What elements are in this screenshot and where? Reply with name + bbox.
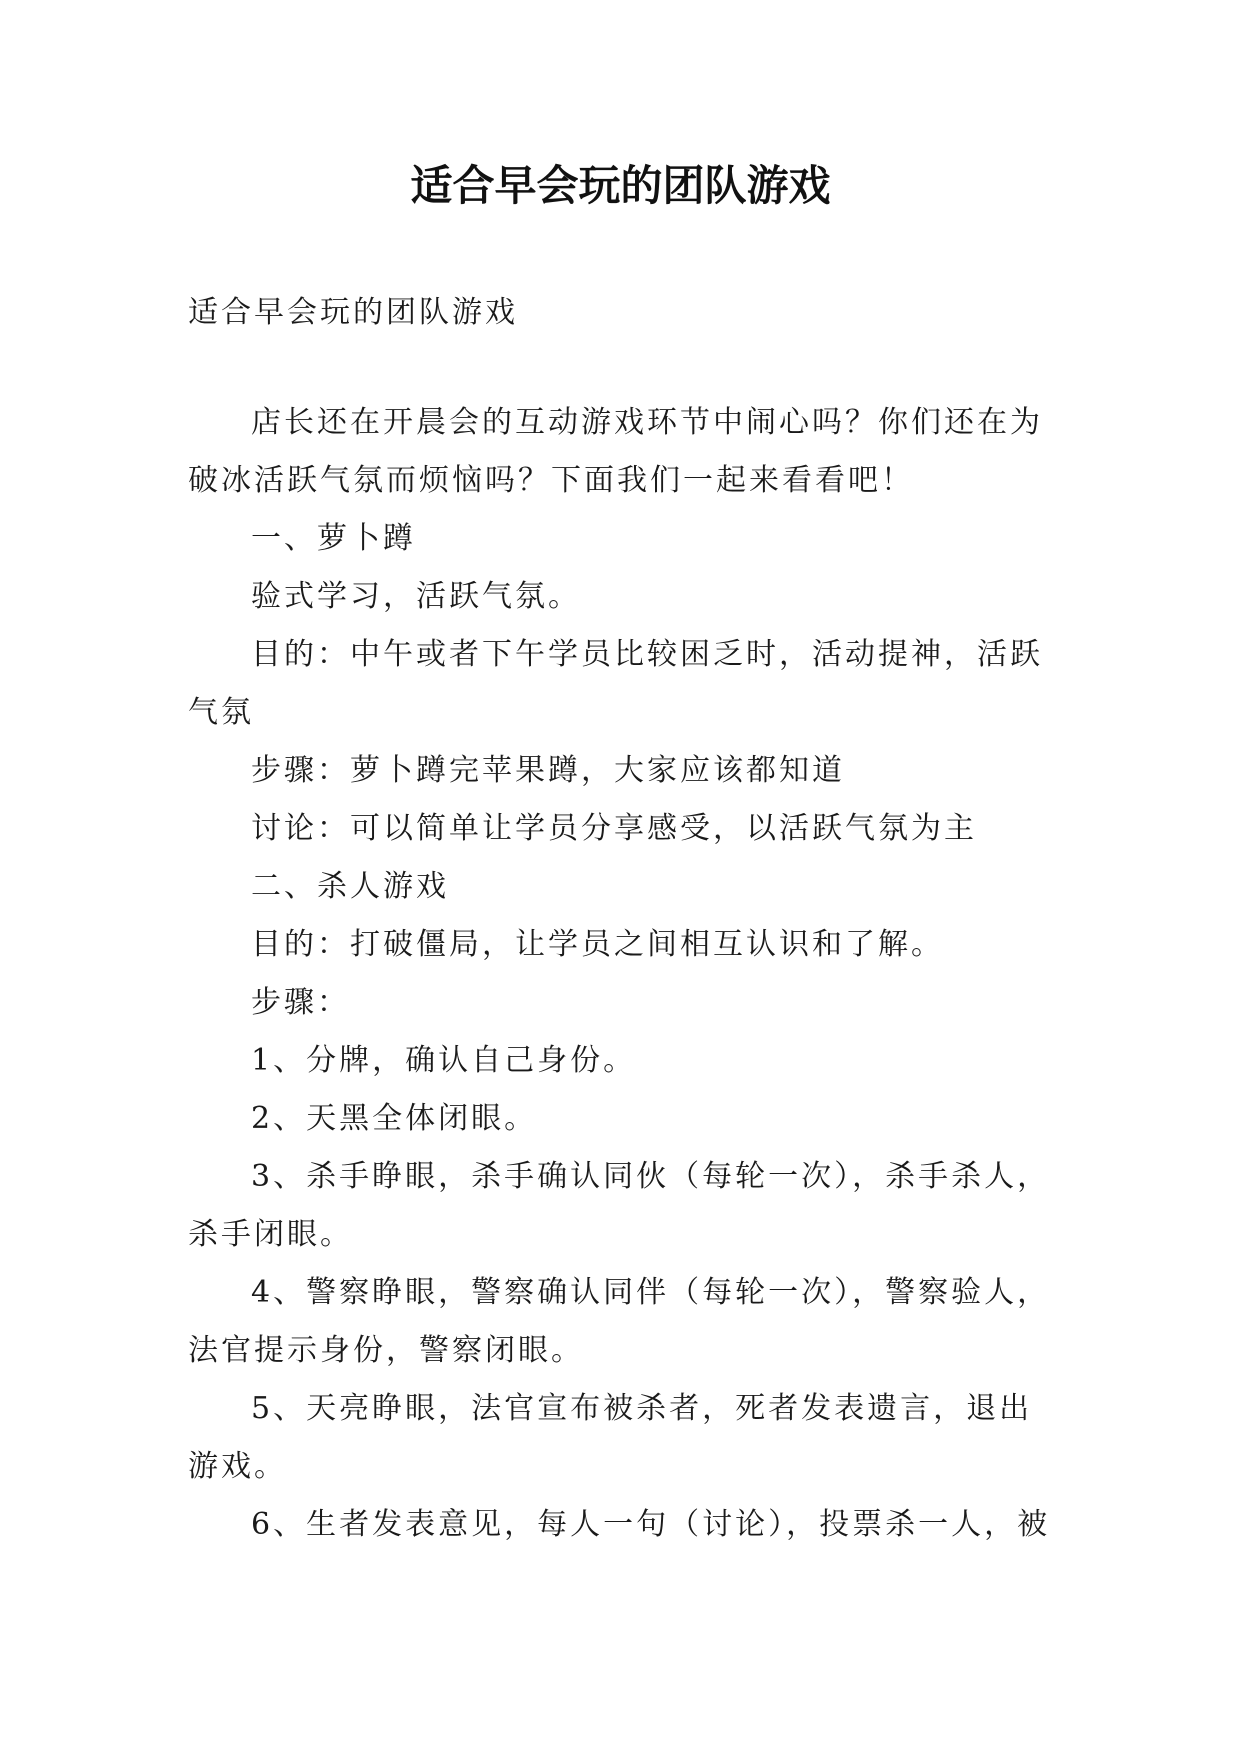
document-subtitle: 适合早会玩的团队游戏 <box>188 295 518 330</box>
step-item: 4、警察睁眼，警察确认同伴（每轮一次），警察验人，法官提示身份，警察闭眼。 <box>188 1275 1051 1368</box>
step-item: 3、杀手睁眼，杀手确认同伙（每轮一次），杀手杀人，杀手闭眼。 <box>188 1159 1051 1252</box>
paragraph: 目的：打破僵局，让学员之间相互认识和了解。 <box>251 927 944 962</box>
paragraph: 验式学习，活跃气氛。 <box>251 579 581 614</box>
step-item: 2、天黑全体闭眼。 <box>251 1101 538 1136</box>
section-heading-2: 二、杀人游戏 <box>251 869 449 904</box>
step-item: 5、天亮睁眼，法官宣布被杀者，死者发表遗言，退出游戏。 <box>188 1391 1033 1484</box>
step-item: 1、分牌，确认自己身份。 <box>251 1043 637 1078</box>
step-item: 6、生者发表意见，每人一句（讨论），投票杀一人，被 <box>251 1507 1051 1542</box>
document-body <box>188 284 1056 1554</box>
paragraph: 讨论：可以简单让学员分享感受，以活跃气氛为主 <box>251 811 977 846</box>
document-title: 适合早会玩的团队游戏 <box>410 161 831 210</box>
intro-paragraph: 店长还在开晨会的互动游戏环节中闹心吗？你们还在为破冰活跃气氛而烦恼吗？下面我们一起来看看吧！ <box>188 405 1043 498</box>
paragraph: 目的：中午或者下午学员比较困乏时，活动提神，活跃气氛 <box>188 637 1043 730</box>
paragraph: 步骤：萝卜蹲完苹果蹲，大家应该都知道 <box>251 753 845 788</box>
paragraph: 步骤： <box>251 985 350 1020</box>
section-heading-1: 一、萝卜蹲 <box>251 521 416 556</box>
